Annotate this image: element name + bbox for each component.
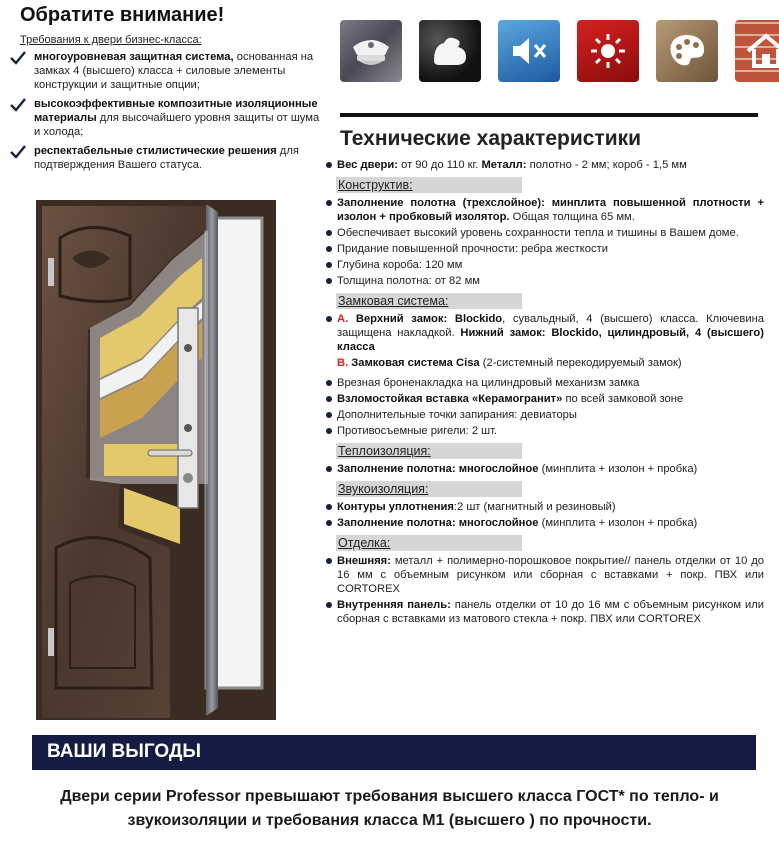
spec-weight: [326, 158, 764, 172]
metal-value: полотно - 2 мм; короб - 1,5 мм: [526, 159, 687, 171]
requirement-item: [10, 50, 328, 92]
house-icon: [735, 20, 779, 82]
section-sound: Звукоизоляция:: [336, 481, 522, 497]
spec-seal: [326, 500, 764, 514]
requirement-text: для подтверждения Вашего статуса.: [34, 145, 299, 171]
spec-item: Глубина короба: 120 мм: [326, 258, 764, 272]
spec-item: Толщина полотна: от 82 мм: [326, 274, 764, 288]
requirement-bold: респектабельные стилистические решения: [34, 145, 277, 157]
strong-arm-icon: [419, 20, 481, 82]
spec-filling: [326, 196, 764, 224]
door-cutaway-illustration: [30, 188, 290, 728]
requirement-item: [10, 97, 328, 139]
filling-bold: Заполнение полотна (трехслойное): минплита повышенной плотности + изолон + пробковый изолятор.: [337, 197, 764, 223]
seal-text: :2 шт (магнитный и резиновый): [453, 501, 616, 513]
lock-a-bold2: Нижний замок: Blockido, цилиндровый, 4 (высшего) класса: [337, 327, 764, 353]
filling-text: Общая толщина 65 мм.: [509, 211, 635, 223]
finish-inner-text: панель отделки от 10 до 16 мм с объемным рисунком или сборная с вставками из матового стекла + покр. ПВХ или CORTOREX: [337, 599, 765, 625]
lock-b-bold: Замковая система Cisa: [348, 357, 480, 369]
checkmark-icon: [10, 51, 26, 65]
spec-finish-outer: [326, 554, 764, 596]
sound-fill-bold: Заполнение полотна: многослойное: [337, 517, 539, 529]
weight-value: от 90 до 110 кг.: [397, 159, 482, 171]
insert-text: по всей замковой зоне: [562, 393, 684, 405]
weight-label: Вес двери:: [337, 159, 398, 171]
thermal-text: (минплита + изолон + пробка): [538, 463, 698, 475]
benefits-summary: Двери серии Professor превышают требования высшего класса ГОСТ* по тепло- и звукоизоляции и требования класса М1 (высшего ) по прочности.: [60, 788, 719, 829]
spec-armor: Врезная броненакладка на цилиндровый механизм замка: [326, 376, 764, 390]
finish-outer-bold: Внешняя:: [337, 555, 391, 567]
section-construction: Конструктив:: [336, 177, 522, 193]
seal-bold: Контуры уплотнения: [337, 501, 454, 513]
spec-thermal: [326, 462, 764, 476]
thermal-bold: Заполнение полотна: многослойное: [337, 463, 539, 475]
requirement-text: для высочайшего уровня защиты от шума и холода;: [34, 112, 320, 138]
requirement-text: основанная на замках 4 (высшего) класса + силовые элементы конструкции и защитные опции;: [34, 51, 314, 91]
spec-sound-fill: [326, 516, 764, 530]
specs-list: [326, 158, 764, 628]
feature-icons: [340, 20, 779, 82]
section-finish: Отделка:: [336, 535, 522, 551]
lock-b-marker: В.: [337, 357, 349, 369]
lock-b-text: (2-системный перекодируемый замок): [479, 357, 682, 369]
sound-fill-text: (минплита + изолон + пробка): [538, 517, 698, 529]
spec-points: Дополнительные точки запирания: девиаторы: [326, 408, 764, 422]
insert-bold: Взломостойкая вставка «Керамогранит»: [337, 393, 563, 405]
finish-inner-bold: Внутренняя панель:: [337, 599, 451, 611]
palette-icon: [656, 20, 718, 82]
spec-insert: [326, 392, 764, 406]
sun-icon: [577, 20, 639, 82]
section-locks: Замковая система:: [336, 293, 522, 309]
requirement-bold: многоуровневая защитная система,: [34, 51, 234, 63]
metal-label: Металл:: [481, 159, 527, 171]
requirements-list: [10, 50, 328, 177]
spec-lock-a: [326, 312, 764, 354]
section-thermal: Теплоизоляция:: [336, 443, 522, 459]
header-divider: [340, 113, 758, 117]
spec-item: Обеспечивает высокий уровень сохранности тепла и тишины в Вашем доме.: [326, 226, 764, 240]
spec-bolts: Противосъемные ригели: 2 шт.: [326, 424, 764, 438]
finish-outer-text: металл + полимерно-порошковое покрытие// панель отделки от 10 до 16 мм с объемным рисунком или сборная с вставками + покр. ПВХ или CORTOREX: [337, 555, 764, 595]
benefits-heading: ВАШИ ВЫГОДЫ: [32, 735, 756, 770]
lock-a-marker: А.: [337, 313, 349, 325]
spec-item: Придание повышенной прочности: ребра жесткости: [326, 242, 764, 256]
specs-title: Технические характеристики: [340, 127, 642, 150]
checkmark-icon: [10, 98, 26, 112]
checkmark-icon: [10, 145, 26, 159]
spec-finish-inner: [326, 598, 764, 626]
attention-title: Обратите внимание!: [20, 4, 225, 26]
mute-speaker-icon: [498, 20, 560, 82]
requirements-heading: Требования к двери бизнес-класса:: [20, 34, 202, 46]
lock-a-bold: Верхний замок: Blockido: [348, 313, 503, 325]
lock-a-text: , сувальдный, 4 (высшего) класса. Ключевина защищена накладкой.: [337, 313, 764, 339]
guard-cap-icon: [340, 20, 402, 82]
requirement-bold: высокоэффективные композитные изоляционные материалы: [34, 98, 318, 124]
spec-lock-b: [326, 356, 764, 370]
requirement-item: [10, 144, 328, 172]
